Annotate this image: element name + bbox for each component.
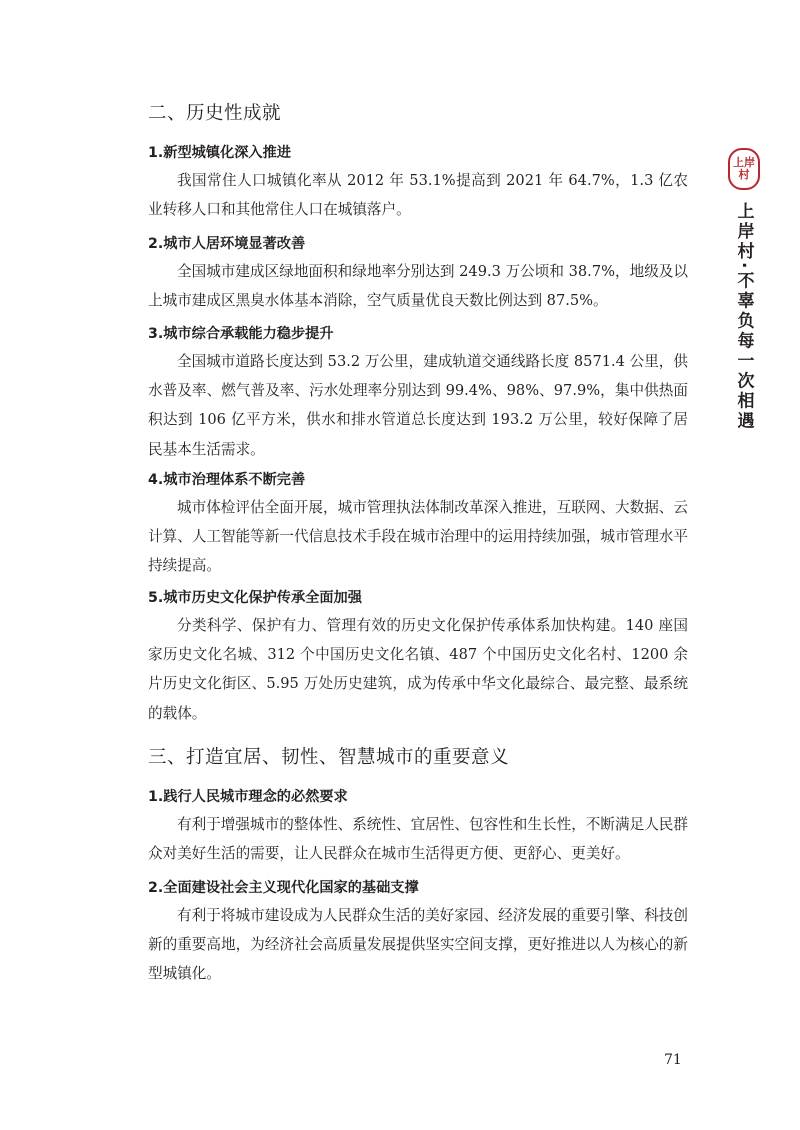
subsection-title: 2.城市人居环境显著改善 [148,236,306,252]
paragraph: 全国城市道路长度达到 53.2 万公里，建成轨道交通线路长度 8571.4 公里，供水普及率、燃气普及率、污水处理率分别达到 99.4%、98%、97.9%，集中供热面积达到 106 亿平方米，供水和排水管道总长度达到 193.2 万公里，较好保障了居民基本生活需求。 [148,353,688,458]
paragraph: 分类科学、保护有力、管理有效的历史文化保护传承体系加快构建。140 座国家历史文化名城、312 个中国历史文化名镇、487 个中国历史文化名村、1200 余片历史文化街区、5.95 万处历史建筑，成为传承中华文化最综合、最完整、最系统的载体。 [148,617,688,722]
section-heading-significance: 三、打造宜居、韧性、智慧城市的重要意义 [148,747,510,768]
seal-bottom-text: 村 [738,168,750,181]
paragraph: 有利于增强城市的整体性、系统性、宜居性、包容性和生长性，不断满足人民群众对美好生活的需要，让人民群众在城市生活得更方便、更舒心、更美好。 [148,816,688,863]
page-number: 71 [664,1052,682,1068]
side-tab-text: 上岸村·不辜负每一次相遇 [733,202,754,432]
subsection-title: 1.新型城镇化深入推进 [148,145,291,161]
side-tab [722,148,766,431]
subsection-title: 4.城市治理体系不断完善 [148,472,306,488]
paragraph: 有利于将城市建设成为人民群众生活的美好家园、经济发展的重要引擎、科技创新的重要高地，为经济社会高质量发展提供坚实空间支撑，更好推进以人为核心的新型城镇化。 [148,907,688,983]
subsection-title: 5.城市历史文化保护传承全面加强 [148,590,362,606]
section-heading-achievements: 二、历史性成就 [148,103,282,124]
paragraph: 城市体检评估全面开展，城市管理执法体制改革深入推进，互联网、大数据、云计算、人工智能等新一代信息技术手段在城市治理中的运用持续加强，城市管理水平持续提高。 [148,499,688,575]
paragraph: 全国城市建成区绿地面积和绿地率分别达到 249.3 万公顷和 38.7%，地级及以上城市建成区黑臭水体基本消除，空气质量优良天数比例达到 87.5%。 [148,263,688,310]
subsection-title: 3.城市综合承载能力稳步提升 [148,326,334,342]
subsection-title: 1.践行人民城市理念的必然要求 [148,789,348,805]
subsection-title: 2.全面建设社会主义现代化国家的基础支撑 [148,880,419,896]
paragraph: 我国常住人口城镇化率从 2012 年 53.1%提高到 2021 年 64.7%，1.3 亿农业转移人口和其他常住人口在城镇落户。 [148,172,688,219]
seal-logo [728,148,760,190]
seal-top-text: 上岸 [733,156,755,169]
